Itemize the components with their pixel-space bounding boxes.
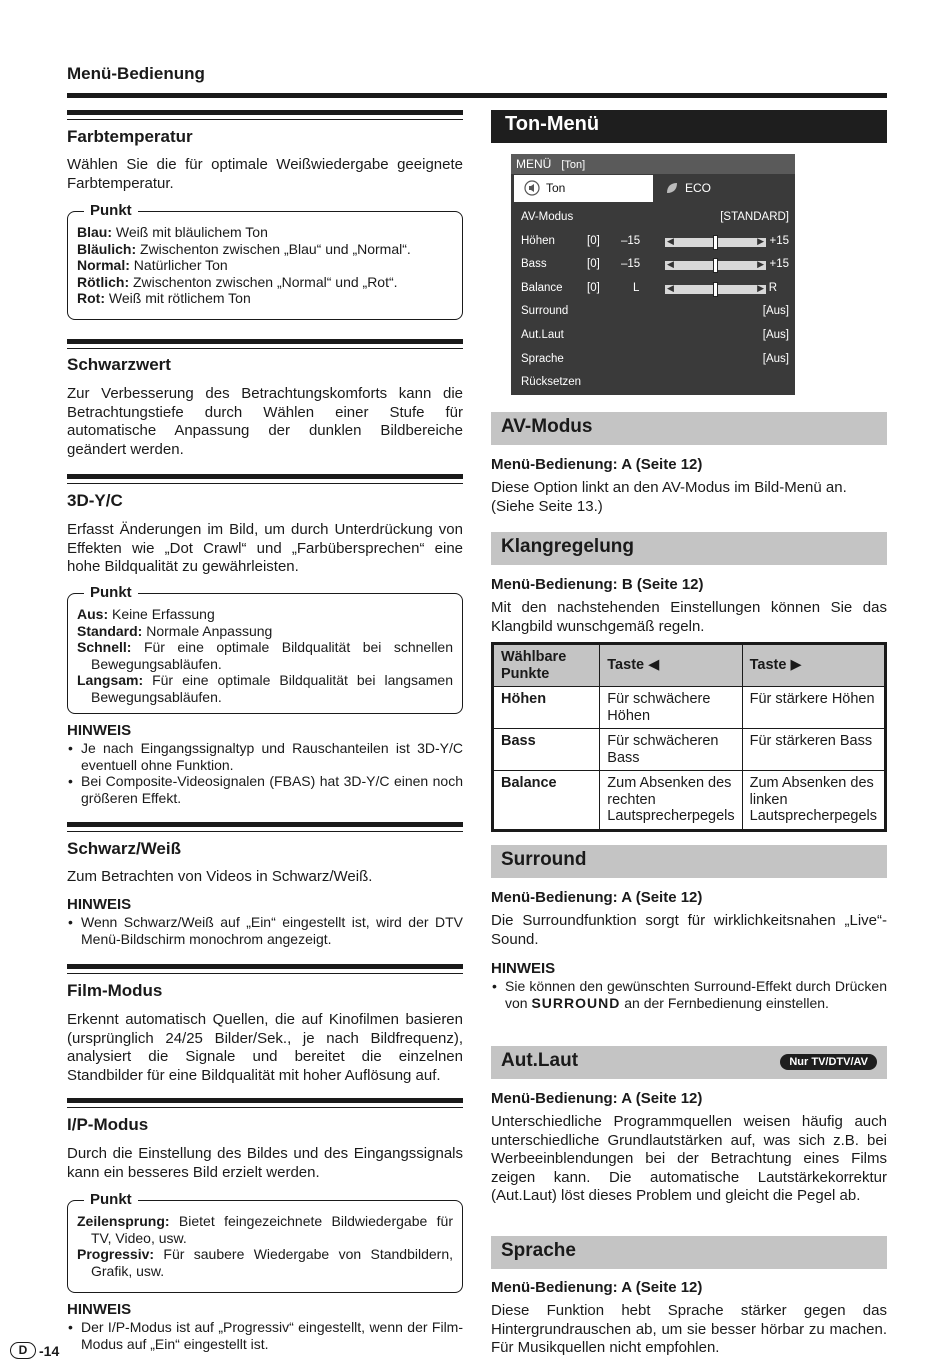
slider-knob xyxy=(713,235,718,250)
punkt-term: Schnell: xyxy=(77,639,132,655)
page-number-value: -14 xyxy=(39,1342,60,1359)
hinweis-item: • Je nach Eingangssignaltyp und Rauschanteilen ist 3D-Y/C eventuell ohne Funktion. xyxy=(67,740,463,773)
table-cell: Zum Absenken des linken Lautsprecherpegels xyxy=(742,771,885,831)
table-cell: Bass xyxy=(493,729,600,771)
table-row xyxy=(493,687,886,729)
section-title-schwarzwert: Schwarzwert xyxy=(67,355,171,374)
schwarzwert-text: Zur Verbesserung des Betrachtungskomforts kann die Betrachtungstiefe durch Wählen einer Stufe für automatische Anpassung der dunklen Bildbereiche geändert werden. xyxy=(67,385,463,458)
table-header: Taste ▶ xyxy=(742,644,885,687)
menu-row-value: [STANDARD] xyxy=(720,211,789,223)
menu-row-surround[interactable] xyxy=(521,302,789,322)
table-header: Taste ◀ xyxy=(600,644,742,687)
menu-row-value: [Aus] xyxy=(762,352,789,365)
hinweis-key: SURROUND xyxy=(531,994,621,1011)
punkt-desc: Für eine optimale Bildqualität bei langsamen Bewegungsabläufen. xyxy=(91,672,453,705)
punkt-desc: Natürlicher Ton xyxy=(129,257,228,273)
punkt-item xyxy=(77,606,453,623)
punkt-item xyxy=(77,257,453,274)
menu-row-label: Balance xyxy=(521,281,563,294)
punkt-desc: Weiß mit rötlichem Ton xyxy=(105,290,251,306)
level-slider xyxy=(665,235,766,247)
av-modus-sub: Menü-Bedienung: A (Seite 12) xyxy=(491,456,703,473)
table-cell: Höhen xyxy=(493,687,600,729)
punkt-item xyxy=(77,1213,453,1246)
punkt-term: Zeilensprung: xyxy=(77,1213,170,1229)
table-cell: Balance xyxy=(493,771,600,831)
menu-row-label: Höhen xyxy=(521,234,555,247)
slider-knob xyxy=(713,258,718,273)
section-rule xyxy=(67,1098,463,1108)
header-rule xyxy=(67,93,887,98)
punkt-item xyxy=(77,672,453,705)
punkt-desc: Bietet feingezeichnete Bildwiedergabe für TV, Video, usw. xyxy=(91,1213,453,1246)
menu-titlebar xyxy=(511,154,795,174)
tab-eco[interactable] xyxy=(653,175,792,202)
slider-knob xyxy=(713,282,718,297)
hinweis-title: HINWEIS xyxy=(491,960,556,977)
hinweis-item: • Bei Composite-Videosignalen (FBAS) hat 3D-Y/C einen noch größeren Effekt. xyxy=(67,773,463,806)
section-title-sprache: Sprache xyxy=(491,1236,887,1269)
section-rule xyxy=(67,822,463,832)
right-arrow-icon: ▶ xyxy=(757,282,764,293)
page-header: Menü-Bedienung xyxy=(67,64,205,83)
punkt-item xyxy=(77,623,453,640)
left-arrow-icon: ◀ xyxy=(667,259,674,270)
table-header-row xyxy=(493,644,886,687)
menu-row-max: +15 xyxy=(769,234,789,247)
hinweis-text: Sie können den gewünschten Surround-Effekt durch Drücken von xyxy=(505,978,887,1011)
section-title-film-modus: Film-Modus xyxy=(67,981,163,1000)
menu-row-max: R xyxy=(768,281,777,294)
surround-text: Die Surroundfunktion sorgt für wirklichkeitsnahen „Live“-Sound. xyxy=(491,912,887,948)
right-arrow-icon: ▶ xyxy=(757,235,764,246)
table-cell: Für stärkeren Bass xyxy=(742,729,885,771)
leaf-icon xyxy=(665,181,679,195)
right-arrow-icon: ▶ xyxy=(757,259,764,270)
punkt-term: Normal: xyxy=(77,257,130,273)
menu-row-label: Sprache xyxy=(521,352,564,365)
punkt-box-ip-modus xyxy=(67,1191,463,1293)
punkt-term: Aus: xyxy=(77,606,109,622)
section-rule xyxy=(67,474,463,484)
section-title-schwarz-weiss: Schwarz/Weiß xyxy=(67,839,181,858)
menu-row-value: [0] xyxy=(587,281,600,294)
punkt-desc: Zwischenton zwischen „Blau“ und „Normal“. xyxy=(136,240,411,257)
page-prefix: D xyxy=(10,1342,36,1359)
ton-menu-screen xyxy=(511,154,795,395)
menu-row-label: Aut.Laut xyxy=(521,329,564,341)
section-rule xyxy=(67,964,463,974)
section-title-ton-menu: Ton-Menü xyxy=(491,110,887,143)
punkt-item xyxy=(77,639,453,672)
hinweis-list xyxy=(67,914,463,947)
section-title-3d-yc: 3D-Y/C xyxy=(67,491,123,510)
sprache-text: Diese Funktion hebt Sprache stärker gegen das Hintergrundrauschen ab, um sie besser hörbar zu machen. Für Musikquellen nicht empfohlen. xyxy=(491,1302,887,1356)
menu-row-value: [Aus] xyxy=(762,329,789,341)
menu-row-sprache[interactable] xyxy=(521,350,789,370)
punkt-label: Punkt xyxy=(84,584,138,601)
hinweis-item: • Wenn Schwarz/Weiß auf „Ein“ eingestellt ist, wird der DTV Menü-Bildschirm monochrom angezeigt. xyxy=(67,914,463,947)
left-arrow-icon: ◀ xyxy=(667,282,674,293)
punkt-desc: Keine Erfassung xyxy=(108,606,215,622)
menu-row-value: [0] xyxy=(587,258,600,271)
punkt-term: Progressiv: xyxy=(77,1246,155,1262)
punkt-term: Rötlich: xyxy=(77,273,130,290)
table-row xyxy=(493,729,886,771)
menu-row-balance[interactable] xyxy=(521,279,789,299)
section-title-klangregelung: Klangregelung xyxy=(491,532,887,565)
punkt-item xyxy=(77,290,453,307)
nur-tv-badge: Nur TV/DTV/AV xyxy=(780,1054,877,1070)
table-cell: Für stärkere Höhen xyxy=(742,687,885,729)
menu-row-label: Rücksetzen xyxy=(521,376,582,389)
aut-laut-title: Aut.Laut xyxy=(501,1050,579,1071)
speaker-icon xyxy=(524,180,540,196)
punkt-desc: Weiß mit bläulichem Ton xyxy=(112,224,268,240)
menu-row-höhen[interactable] xyxy=(521,232,789,252)
punkt-term: Blau: xyxy=(77,224,112,240)
level-slider xyxy=(665,282,766,294)
3d-yc-text: Erfasst Änderungen im Bild, um durch Unterdrückung von Effekten wie „Dot Crawl“ und „Farbübersprechen“ eine hohe Bildqualität zu gewährleisten. xyxy=(67,521,463,575)
punkt-box-farbtemperatur xyxy=(67,202,463,320)
klangregelung-table xyxy=(491,642,887,832)
punkt-box-3d-yc xyxy=(67,584,463,714)
menu-row-label: Surround xyxy=(521,305,569,318)
table-cell: Zum Absenken des rechten Lautsprecherpegels xyxy=(600,771,742,831)
schwarz-weiss-text: Zum Betrachten von Videos in Schwarz/Weiß. xyxy=(67,868,373,885)
menu-row-min: –15 xyxy=(621,258,641,271)
film-modus-text: Erkennt automatisch Quellen, die auf Kinofilmen basieren (ursprünglich 24/25 Bilder/Sek., je nach Bildfrequenz), analysiert die Signale und bereitet die einzelnen Standbilder für eine Bildqualität mit hoher Auflösung auf. xyxy=(67,1011,463,1084)
sprache-sub: Menü-Bedienung: A (Seite 12) xyxy=(491,1279,703,1296)
tab-ton-label: Ton xyxy=(546,181,566,195)
menu-row-rücksetzen[interactable] xyxy=(521,373,789,393)
hinweis-list xyxy=(67,1319,463,1352)
menu-row-value: [Aus] xyxy=(762,305,789,318)
klangregelung-text: Mit den nachstehenden Einstellungen können Sie das Klangbild wunschgemäß regeln. xyxy=(491,599,887,635)
menu-row-value: [0] xyxy=(587,234,600,247)
table-header: Wählbare Punkte xyxy=(493,644,600,687)
table-row xyxy=(493,771,886,831)
section-title-surround: Surround xyxy=(491,845,887,878)
tab-eco-label: ECO xyxy=(685,181,712,195)
surround-sub: Menü-Bedienung: A (Seite 12) xyxy=(491,889,703,906)
punkt-desc: Für saubere Wiedergabe von Standbildern, Grafik, usw. xyxy=(91,1246,453,1279)
punkt-list xyxy=(77,606,453,705)
punkt-label: Punkt xyxy=(84,202,138,219)
punkt-term: Bläulich: xyxy=(77,240,137,257)
menu-row-autlaut[interactable] xyxy=(521,326,789,346)
punkt-desc: Zwischenton zwischen „Normal“ und „Rot“. xyxy=(129,273,398,290)
hinweis-item: • Der I/P-Modus ist auf „Progressiv“ eingestellt, wenn der Film-Modus auf „Ein“ eingestellt ist. xyxy=(67,1319,463,1352)
punkt-label: Punkt xyxy=(84,1191,138,1208)
punkt-term: Rot: xyxy=(77,290,105,306)
menu-row-min: –15 xyxy=(621,234,641,247)
menu-row-max: +15 xyxy=(769,258,789,271)
section-rule xyxy=(67,339,463,349)
punkt-term: Langsam: xyxy=(77,672,144,688)
punkt-item xyxy=(77,224,453,241)
level-slider xyxy=(665,261,766,270)
hinweis-title: HINWEIS xyxy=(67,1301,132,1318)
aut-laut-text: Unterschiedliche Programmquellen weisen häufig auch unterschiedliche Grundlautstärken auf, was sich z.B. bei Werbeeinblendungen bei der Betrachtung eines Films zeigen kann. Die automatische Lautstärkekorrektur (Aut.Laut) löst dieses Problem und gleicht die Pegel ab. xyxy=(491,1113,887,1204)
table-cell: Für schwächeren Bass xyxy=(600,729,742,771)
punkt-desc: Für eine optimale Bildqualität bei schnellen Bewegungsabläufen. xyxy=(91,639,453,672)
hinweis-item xyxy=(491,978,887,1011)
klangregelung-sub: Menü-Bedienung: B (Seite 12) xyxy=(491,576,704,593)
menu-row-label: Bass xyxy=(521,258,547,271)
ip-modus-text: Durch die Einstellung des Bildes und des Eingangssignals kann ein besseres Bild erzielt werden. xyxy=(67,1145,463,1181)
hinweis-text: an der Fernbedienung einstellen. xyxy=(620,994,829,1011)
left-arrow-icon: ◀ xyxy=(667,235,674,246)
section-title-av-modus: AV-Modus xyxy=(491,412,887,445)
table-cell: Für schwächere Höhen xyxy=(600,687,742,729)
section-title-aut-laut xyxy=(491,1046,887,1079)
punkt-term: Standard: xyxy=(77,622,143,639)
punkt-item xyxy=(77,241,453,258)
page-number xyxy=(10,1342,59,1359)
section-title-ip-modus: I/P-Modus xyxy=(67,1115,149,1134)
tab-ton[interactable] xyxy=(514,175,653,202)
punkt-desc: Normale Anpassung xyxy=(142,622,273,639)
menu-breadcrumb: [Ton] xyxy=(561,159,586,171)
farbtemperatur-text: Wählen Sie die für optimale Weißwiedergabe geeignete Farbtemperatur. xyxy=(67,156,463,192)
menu-row-label: AV-Modus xyxy=(521,211,574,223)
section-rule xyxy=(67,110,463,120)
punkt-item xyxy=(77,1246,453,1279)
menu-row-min: L xyxy=(633,281,640,294)
menu-row-bass[interactable] xyxy=(521,255,789,275)
hinweis-title: HINWEIS xyxy=(67,896,132,913)
av-modus-text: Diese Option linkt an den AV-Modus im Bild-Menü an. (Siehe Seite 13.) xyxy=(491,479,847,515)
aut-laut-sub: Menü-Bedienung: A (Seite 12) xyxy=(491,1090,703,1107)
hinweis-list xyxy=(67,740,463,806)
punkt-item xyxy=(77,274,453,291)
punkt-list xyxy=(77,1213,453,1279)
section-title-farbtemperatur: Farbtemperatur xyxy=(67,127,193,146)
hinweis-title: HINWEIS xyxy=(67,722,132,739)
punkt-list xyxy=(77,224,453,307)
menu-title: MENÜ xyxy=(516,157,552,171)
menu-row-avmodus[interactable] xyxy=(521,208,789,228)
